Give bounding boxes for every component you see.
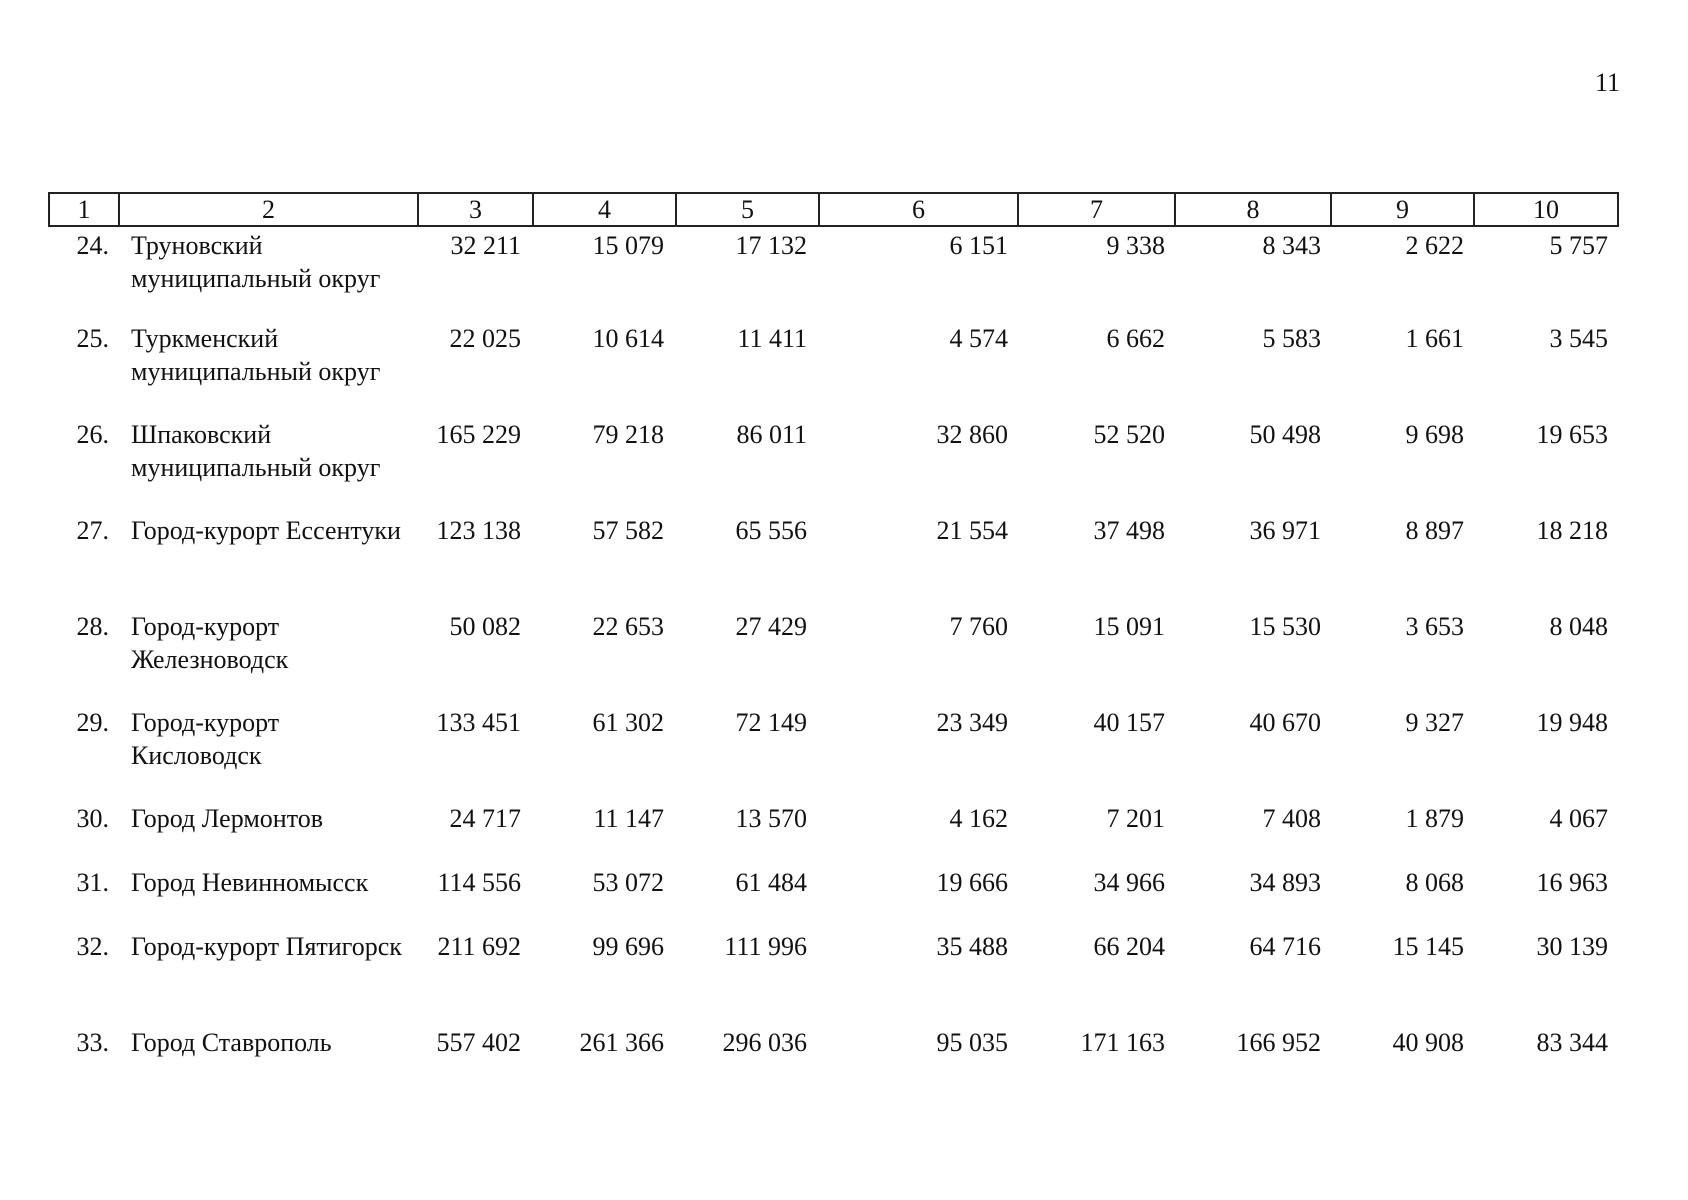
value-cell: 86 011 <box>736 420 807 449</box>
row-number: 27. <box>76 516 109 545</box>
value-cell: 34 893 <box>1249 868 1321 897</box>
table-row <box>49 706 1618 802</box>
municipality-name: Город-курорт Кисловодск <box>131 708 280 770</box>
value-cell: 9 338 <box>1106 231 1165 260</box>
value-cell: 114 556 <box>437 868 521 897</box>
value-cell: 123 138 <box>436 516 521 545</box>
value-cell: 18 218 <box>1536 516 1608 545</box>
value-cell: 8 343 <box>1262 231 1321 260</box>
value-cell: 296 036 <box>722 1028 807 1057</box>
value-cell: 13 570 <box>735 804 807 833</box>
value-cell: 16 963 <box>1536 868 1608 897</box>
value-cell: 8 068 <box>1405 868 1464 897</box>
column-header: 2 <box>119 193 418 226</box>
table-header <box>49 193 1618 226</box>
column-header: 10 <box>1474 193 1618 226</box>
row-number: 24. <box>76 231 109 260</box>
value-cell: 7 201 <box>1106 804 1165 833</box>
column-header: 9 <box>1331 193 1474 226</box>
value-cell: 211 692 <box>437 932 521 961</box>
value-cell: 9 698 <box>1405 420 1464 449</box>
value-cell: 4 067 <box>1549 804 1608 833</box>
value-cell: 1 661 <box>1405 324 1464 353</box>
row-number: 33. <box>76 1028 109 1057</box>
row-number: 32. <box>76 932 109 961</box>
table-row <box>49 610 1618 706</box>
row-number: 31. <box>76 868 109 897</box>
value-cell: 15 079 <box>592 231 664 260</box>
row-number: 30. <box>76 804 109 833</box>
value-cell: 19 666 <box>936 868 1008 897</box>
value-cell: 557 402 <box>436 1028 521 1057</box>
table-row <box>49 1026 1618 1090</box>
value-cell: 53 072 <box>592 868 664 897</box>
column-header: 1 <box>49 193 119 226</box>
value-cell: 2 622 <box>1405 231 1464 260</box>
value-cell: 5 757 <box>1549 231 1608 260</box>
column-header: 7 <box>1018 193 1175 226</box>
value-cell: 79 218 <box>592 420 664 449</box>
value-cell: 15 091 <box>1093 612 1165 641</box>
value-cell: 19 948 <box>1536 708 1608 737</box>
value-cell: 11 411 <box>737 324 807 353</box>
data-table <box>48 192 1619 1090</box>
value-cell: 27 429 <box>735 612 807 641</box>
row-number: 28. <box>76 612 109 641</box>
value-cell: 32 860 <box>936 420 1008 449</box>
value-cell: 7 408 <box>1262 804 1321 833</box>
value-cell: 6 151 <box>949 231 1008 260</box>
table-row <box>49 866 1618 930</box>
value-cell: 5 583 <box>1262 324 1321 353</box>
value-cell: 171 163 <box>1080 1028 1165 1057</box>
value-cell: 35 488 <box>936 932 1008 961</box>
value-cell: 8 048 <box>1549 612 1608 641</box>
municipality-name: Труновский муниципальный округ <box>131 231 381 293</box>
value-cell: 3 545 <box>1549 324 1608 353</box>
value-cell: 99 696 <box>592 932 664 961</box>
value-cell: 61 484 <box>735 868 807 897</box>
value-cell: 40 157 <box>1093 708 1165 737</box>
value-cell: 52 520 <box>1093 420 1165 449</box>
value-cell: 50 082 <box>449 612 521 641</box>
value-cell: 15 530 <box>1249 612 1321 641</box>
value-cell: 21 554 <box>936 516 1008 545</box>
row-number: 25. <box>76 324 109 353</box>
table-row <box>49 930 1618 1026</box>
municipality-name: Город Невинномысск <box>131 868 369 897</box>
municipality-name: Город Ставрополь <box>131 1028 332 1057</box>
value-cell: 10 614 <box>592 324 664 353</box>
value-cell: 7 760 <box>949 612 1008 641</box>
row-number: 29. <box>76 708 109 737</box>
value-cell: 17 132 <box>735 231 807 260</box>
table-row <box>49 514 1618 610</box>
municipality-name: Туркменский муниципальный округ <box>131 324 381 386</box>
header-row <box>49 193 1618 226</box>
value-cell: 133 451 <box>436 708 521 737</box>
municipality-name: Город-курорт Ессентуки <box>131 516 401 545</box>
value-cell: 50 498 <box>1249 420 1321 449</box>
value-cell: 23 349 <box>936 708 1008 737</box>
value-cell: 57 582 <box>592 516 664 545</box>
column-header: 6 <box>819 193 1018 226</box>
value-cell: 34 966 <box>1093 868 1165 897</box>
value-cell: 61 302 <box>592 708 664 737</box>
value-cell: 24 717 <box>449 804 521 833</box>
value-cell: 11 147 <box>593 804 664 833</box>
table-row <box>49 802 1618 866</box>
value-cell: 64 716 <box>1249 932 1321 961</box>
value-cell: 166 952 <box>1236 1028 1321 1057</box>
municipality-name: Город-курорт Железноводск <box>131 612 289 674</box>
value-cell: 111 996 <box>724 932 807 961</box>
value-cell: 19 653 <box>1536 420 1608 449</box>
value-cell: 83 344 <box>1536 1028 1608 1057</box>
value-cell: 4 574 <box>949 324 1008 353</box>
value-cell: 165 229 <box>436 420 521 449</box>
value-cell: 65 556 <box>735 516 807 545</box>
value-cell: 22 025 <box>449 324 521 353</box>
value-cell: 40 670 <box>1249 708 1321 737</box>
table-body <box>49 226 1618 1090</box>
page-number: 11 <box>1595 68 1621 97</box>
value-cell: 36 971 <box>1249 516 1321 545</box>
value-cell: 1 879 <box>1405 804 1464 833</box>
municipality-name: Город-курорт Пятигорск <box>131 932 402 961</box>
value-cell: 8 897 <box>1405 516 1464 545</box>
value-cell: 37 498 <box>1093 516 1165 545</box>
value-cell: 9 327 <box>1405 708 1464 737</box>
value-cell: 4 162 <box>949 804 1008 833</box>
row-number: 26. <box>76 420 109 449</box>
column-header: 3 <box>418 193 533 226</box>
value-cell: 3 653 <box>1405 612 1464 641</box>
value-cell: 261 366 <box>579 1028 664 1057</box>
municipality-name: Город Лермонтов <box>131 804 323 833</box>
value-cell: 15 145 <box>1392 932 1464 961</box>
column-header: 8 <box>1175 193 1331 226</box>
municipality-name: Шпаковский муниципальный округ <box>131 420 381 482</box>
value-cell: 6 662 <box>1106 324 1165 353</box>
value-cell: 22 653 <box>592 612 664 641</box>
column-header: 4 <box>533 193 676 226</box>
value-cell: 40 908 <box>1392 1028 1464 1057</box>
column-header: 5 <box>676 193 819 226</box>
value-cell: 30 139 <box>1536 932 1608 961</box>
value-cell: 72 149 <box>735 708 807 737</box>
table-row <box>49 418 1618 514</box>
table-row <box>49 322 1618 418</box>
value-cell: 32 211 <box>450 231 521 260</box>
table-row <box>49 226 1618 322</box>
value-cell: 95 035 <box>936 1028 1008 1057</box>
value-cell: 66 204 <box>1093 932 1165 961</box>
